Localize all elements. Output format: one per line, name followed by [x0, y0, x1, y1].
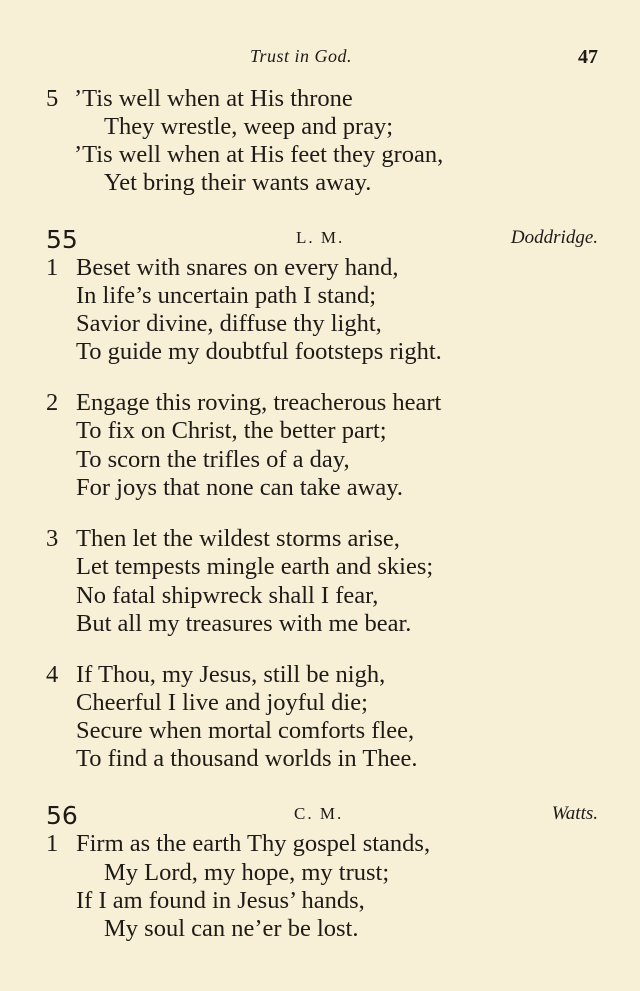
verse-line: Yet bring their wants away. [104, 169, 372, 196]
verse-line: No fatal shipwreck shall I fear, [76, 582, 379, 609]
hymn-author: Doddridge. [510, 227, 598, 248]
verse-line: Cheerful I live and joyful die; [76, 689, 368, 716]
verse-line: In life’s uncertain path I stand; [76, 282, 377, 309]
verse-number: 1 [46, 254, 59, 281]
verse-line: Then let the wildest storms arise, [76, 525, 400, 552]
verse-line: To fix on Christ, the better part; [76, 417, 387, 444]
verse-line: ’Tis well when at His feet they groan, [74, 141, 444, 168]
verse-line: But all my treasures with me bear. [76, 610, 412, 637]
verse-line: They wrestle, weep and pray; [104, 113, 394, 140]
hymn-meter: C. M. [294, 804, 344, 823]
verse-number: 3 [46, 525, 59, 552]
verse-line: To find a thousand worlds in Thee. [76, 745, 418, 772]
verse-line: Secure when mortal comforts flee, [76, 717, 415, 744]
page-number: 47 [578, 46, 598, 68]
hymn-header [0, 802, 640, 832]
verse-line: To guide my doubtful footsteps right. [76, 338, 442, 365]
running-title: Trust in God. [250, 46, 353, 66]
hymn-header [0, 226, 640, 256]
verse-line: Savior divine, diffuse thy light, [76, 310, 382, 337]
verse-line: Let tempests mingle earth and skies; [76, 553, 434, 580]
verse-line: For joys that none can take away. [76, 474, 404, 501]
verse-line: My soul can ne’er be lost. [104, 915, 359, 942]
hymn-meter: L. M. [296, 228, 345, 247]
verse-line: My Lord, my hope, my trust; [104, 859, 390, 886]
running-head [0, 46, 640, 72]
verse-line: If I am found in Jesus’ hands, [76, 887, 365, 914]
hymn-number: 55 [46, 225, 78, 254]
verse-line: Engage this roving, treacherous heart [76, 389, 442, 416]
verse-number: 1 [46, 830, 59, 857]
verse-number: 2 [46, 389, 59, 416]
hymn-number: 56 [46, 801, 78, 830]
verse-line: Firm as the earth Thy gospel stands, [76, 830, 431, 857]
verse-line: If Thou, my Jesus, still be nigh, [76, 661, 386, 688]
verse-number: 4 [46, 661, 59, 688]
verse-number: 5 [46, 85, 59, 112]
hymn-author: Watts. [551, 803, 598, 824]
verse-line: To scorn the trifles of a day, [76, 446, 350, 473]
verse-line: Beset with snares on every hand, [76, 254, 399, 281]
verse-line: ’Tis well when at His throne [74, 85, 353, 112]
